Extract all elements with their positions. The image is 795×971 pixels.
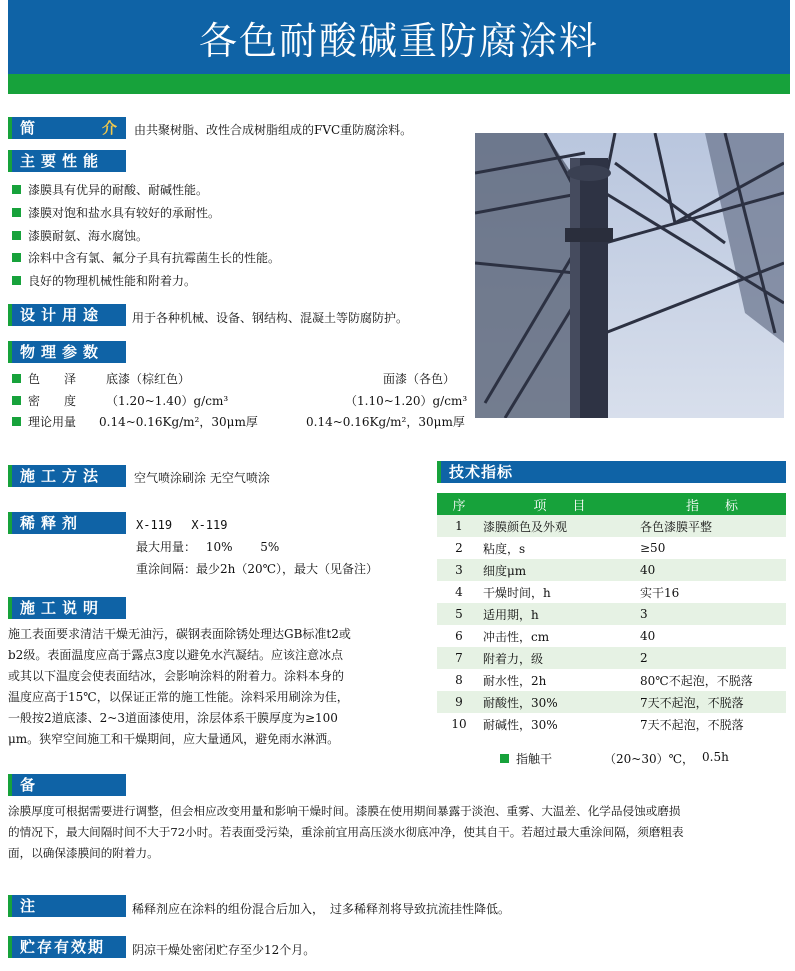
row-spec: 3: [638, 603, 786, 625]
row-spec: 各色漆膜平整: [638, 515, 786, 537]
instructions-line: μm。狭窄空间施工和干燥期间，应大量通风，避免雨水淋洒。: [8, 732, 340, 746]
physical-primer: 底漆（棕红色）: [106, 372, 191, 386]
table-row: [437, 647, 786, 669]
physical-label: 色 泽: [12, 370, 76, 387]
tech-table: [437, 493, 786, 735]
row-spec: 实干16: [638, 581, 786, 603]
instructions-line: 温度应高于15℃，以保证正常的施工性能。涂料采用刷涂为佳，: [8, 690, 349, 704]
physical-label: 密 度: [12, 392, 76, 409]
col-header-index: 序: [437, 493, 481, 515]
remarks-line: 面，以确保漆膜间的附着力。: [8, 846, 159, 860]
usage-text: 用于各种机械、设备、钢结构、混凝土等防腐防护。: [132, 311, 409, 325]
remarks-text: [8, 801, 793, 864]
row-item: 耐酸性，30%: [481, 691, 638, 713]
remarks-line: 的情况下，最大间隔时间不大于72小时。若表面受污染，重涂前宜用高压淡水彻底冲净，使其自干。若超过最大重涂间隔，须磨粗表: [8, 825, 684, 839]
note-header: 注: [8, 895, 126, 917]
row-index: 7: [437, 647, 481, 669]
row-item: 适用期，h: [481, 603, 638, 625]
row-spec: 2: [638, 647, 786, 669]
remarks-line: 涂膜厚度可根据需要进行调整，但会相应改变用量和影响干燥时间。漆膜在使用期间暴露于淡泡、重雾、大温差、化学品侵蚀或磨损: [8, 804, 681, 818]
table-row: [437, 603, 786, 625]
bullet-icon: [12, 253, 21, 262]
title-underline: [8, 74, 790, 94]
row-index: 2: [437, 537, 481, 559]
instructions-text: [8, 624, 351, 750]
table-row: [437, 625, 786, 647]
feature-item: 漆膜具有优异的耐酸、耐碱性能。: [12, 181, 208, 198]
footnote-temp: （20~30）℃，: [604, 752, 695, 766]
physical-primer: 0.14~0.16Kg/m²，30μm厚: [99, 415, 258, 429]
tech-footnote: [500, 750, 552, 767]
thinner-line: 重涂间隔：最少2h（20℃），最大（见备注）: [136, 562, 379, 576]
feature-item: 漆膜对饱和盐水具有较好的承耐性。: [12, 204, 220, 221]
col-header-item: 项 目: [481, 493, 638, 515]
bullet-icon: [12, 417, 21, 426]
table-row: [437, 713, 786, 735]
physical-label: 理论用量: [12, 413, 76, 430]
row-index: 4: [437, 581, 481, 603]
row-index: 10: [437, 713, 481, 735]
bullet-icon: [12, 396, 21, 405]
row-spec: 40: [638, 559, 786, 581]
footnote-label: 指触干: [516, 752, 553, 766]
instructions-line: b2级。表面温度应高于露点3度以避免水汽凝结。应该注意冰点: [8, 648, 343, 662]
row-item: 漆膜颜色及外观: [481, 515, 638, 537]
bullet-icon: [500, 754, 509, 763]
thinner-line: X-119 X-119: [136, 518, 228, 532]
bullet-icon: [12, 208, 21, 217]
row-index: 5: [437, 603, 481, 625]
row-item: 干燥时间，h: [481, 581, 638, 603]
bullet-icon: [12, 374, 21, 383]
physical-topcoat: 0.14~0.16Kg/m²，30μm厚: [306, 415, 465, 429]
storage-text: 阴凉干燥处密闭贮存至少12个月。: [132, 943, 316, 957]
method-text: 空气喷涂刷涂 无空气喷涂: [134, 471, 270, 485]
intro-header-label: 简: [20, 119, 42, 137]
col-header-spec: 指 标: [638, 493, 786, 515]
remarks-header: 备: [8, 774, 126, 796]
instructions-line: 或其以下温度会使表面结冰，会影响涂料的附着力。涂料本身的: [8, 669, 345, 683]
table-row: [437, 581, 786, 603]
row-spec: ≥50: [638, 537, 786, 559]
physical-header: 物理参数: [8, 341, 126, 363]
row-spec: 40: [638, 625, 786, 647]
method-header: 施工方法: [8, 465, 126, 487]
thinner-line: 最大用量： 10% 5%: [136, 540, 280, 554]
row-item: 耐水性，2h: [481, 669, 638, 691]
intro-header-tail: 介: [101, 119, 123, 137]
row-item: 附着力，级: [481, 647, 638, 669]
intro-header: [8, 117, 126, 139]
steel-structure-photo: [475, 133, 784, 418]
bullet-icon: [12, 231, 21, 240]
row-item: 耐碱性，30%: [481, 713, 638, 735]
features-header: 主要性能: [8, 150, 126, 172]
note-text: 稀释剂应在涂料的组份混合后加入， 过多稀释剂将导致抗流挂性降低。: [132, 902, 511, 916]
bullet-icon: [12, 276, 21, 285]
bullet-icon: [12, 185, 21, 194]
table-row: [437, 559, 786, 581]
usage-header: 设计用途: [8, 304, 126, 326]
table-row: [437, 515, 786, 537]
feature-item: 良好的物理机械性能和附着力。: [12, 272, 196, 289]
feature-item: 涂料中含有氯、氟分子具有抗霉菌生长的性能。: [12, 249, 280, 266]
storage-header: 贮存有效期: [8, 936, 126, 958]
row-index: 6: [437, 625, 481, 647]
tech-header-label: 技术指标: [449, 463, 514, 481]
row-spec: 80℃不起泡，不脱落: [638, 669, 786, 691]
table-row: [437, 691, 786, 713]
instructions-header: 施工说明: [8, 597, 126, 619]
table-row: [437, 537, 786, 559]
row-item: 冲击性，cm: [481, 625, 638, 647]
instructions-line: 施工表面要求清洁干燥无油污，碳钢表面除锈处理达GB标准t2或: [8, 627, 351, 641]
row-spec: 7天不起泡，不脱落: [638, 691, 786, 713]
physical-topcoat: 面漆（各色）: [383, 372, 456, 386]
feature-item: 漆膜耐氨、海水腐蚀。: [12, 227, 148, 244]
instructions-line: 一般按2道底漆、2~3道面漆使用，涂层体系干膜厚度为≥100: [8, 711, 338, 725]
row-spec: 7天不起泡，不脱落: [638, 713, 786, 735]
row-index: 9: [437, 691, 481, 713]
row-item: 粘度，s: [481, 537, 638, 559]
footnote-value: 0.5h: [702, 750, 729, 764]
row-index: 1: [437, 515, 481, 537]
table-header-row: [437, 493, 786, 515]
row-item: 细度μm: [481, 559, 638, 581]
physical-topcoat: （1.10~1.20）g/cm³: [345, 394, 468, 408]
page-title: 各色耐酸碱重防腐涂料: [198, 19, 599, 63]
thinner-header: 稀释剂: [8, 512, 126, 534]
table-row: [437, 669, 786, 691]
physical-primer: （1.20~1.40）g/cm³: [106, 394, 229, 408]
row-index: 8: [437, 669, 481, 691]
intro-text: 由共聚树脂、改性合成树脂组成的FVC重防腐涂料。: [134, 123, 413, 137]
row-index: 3: [437, 559, 481, 581]
